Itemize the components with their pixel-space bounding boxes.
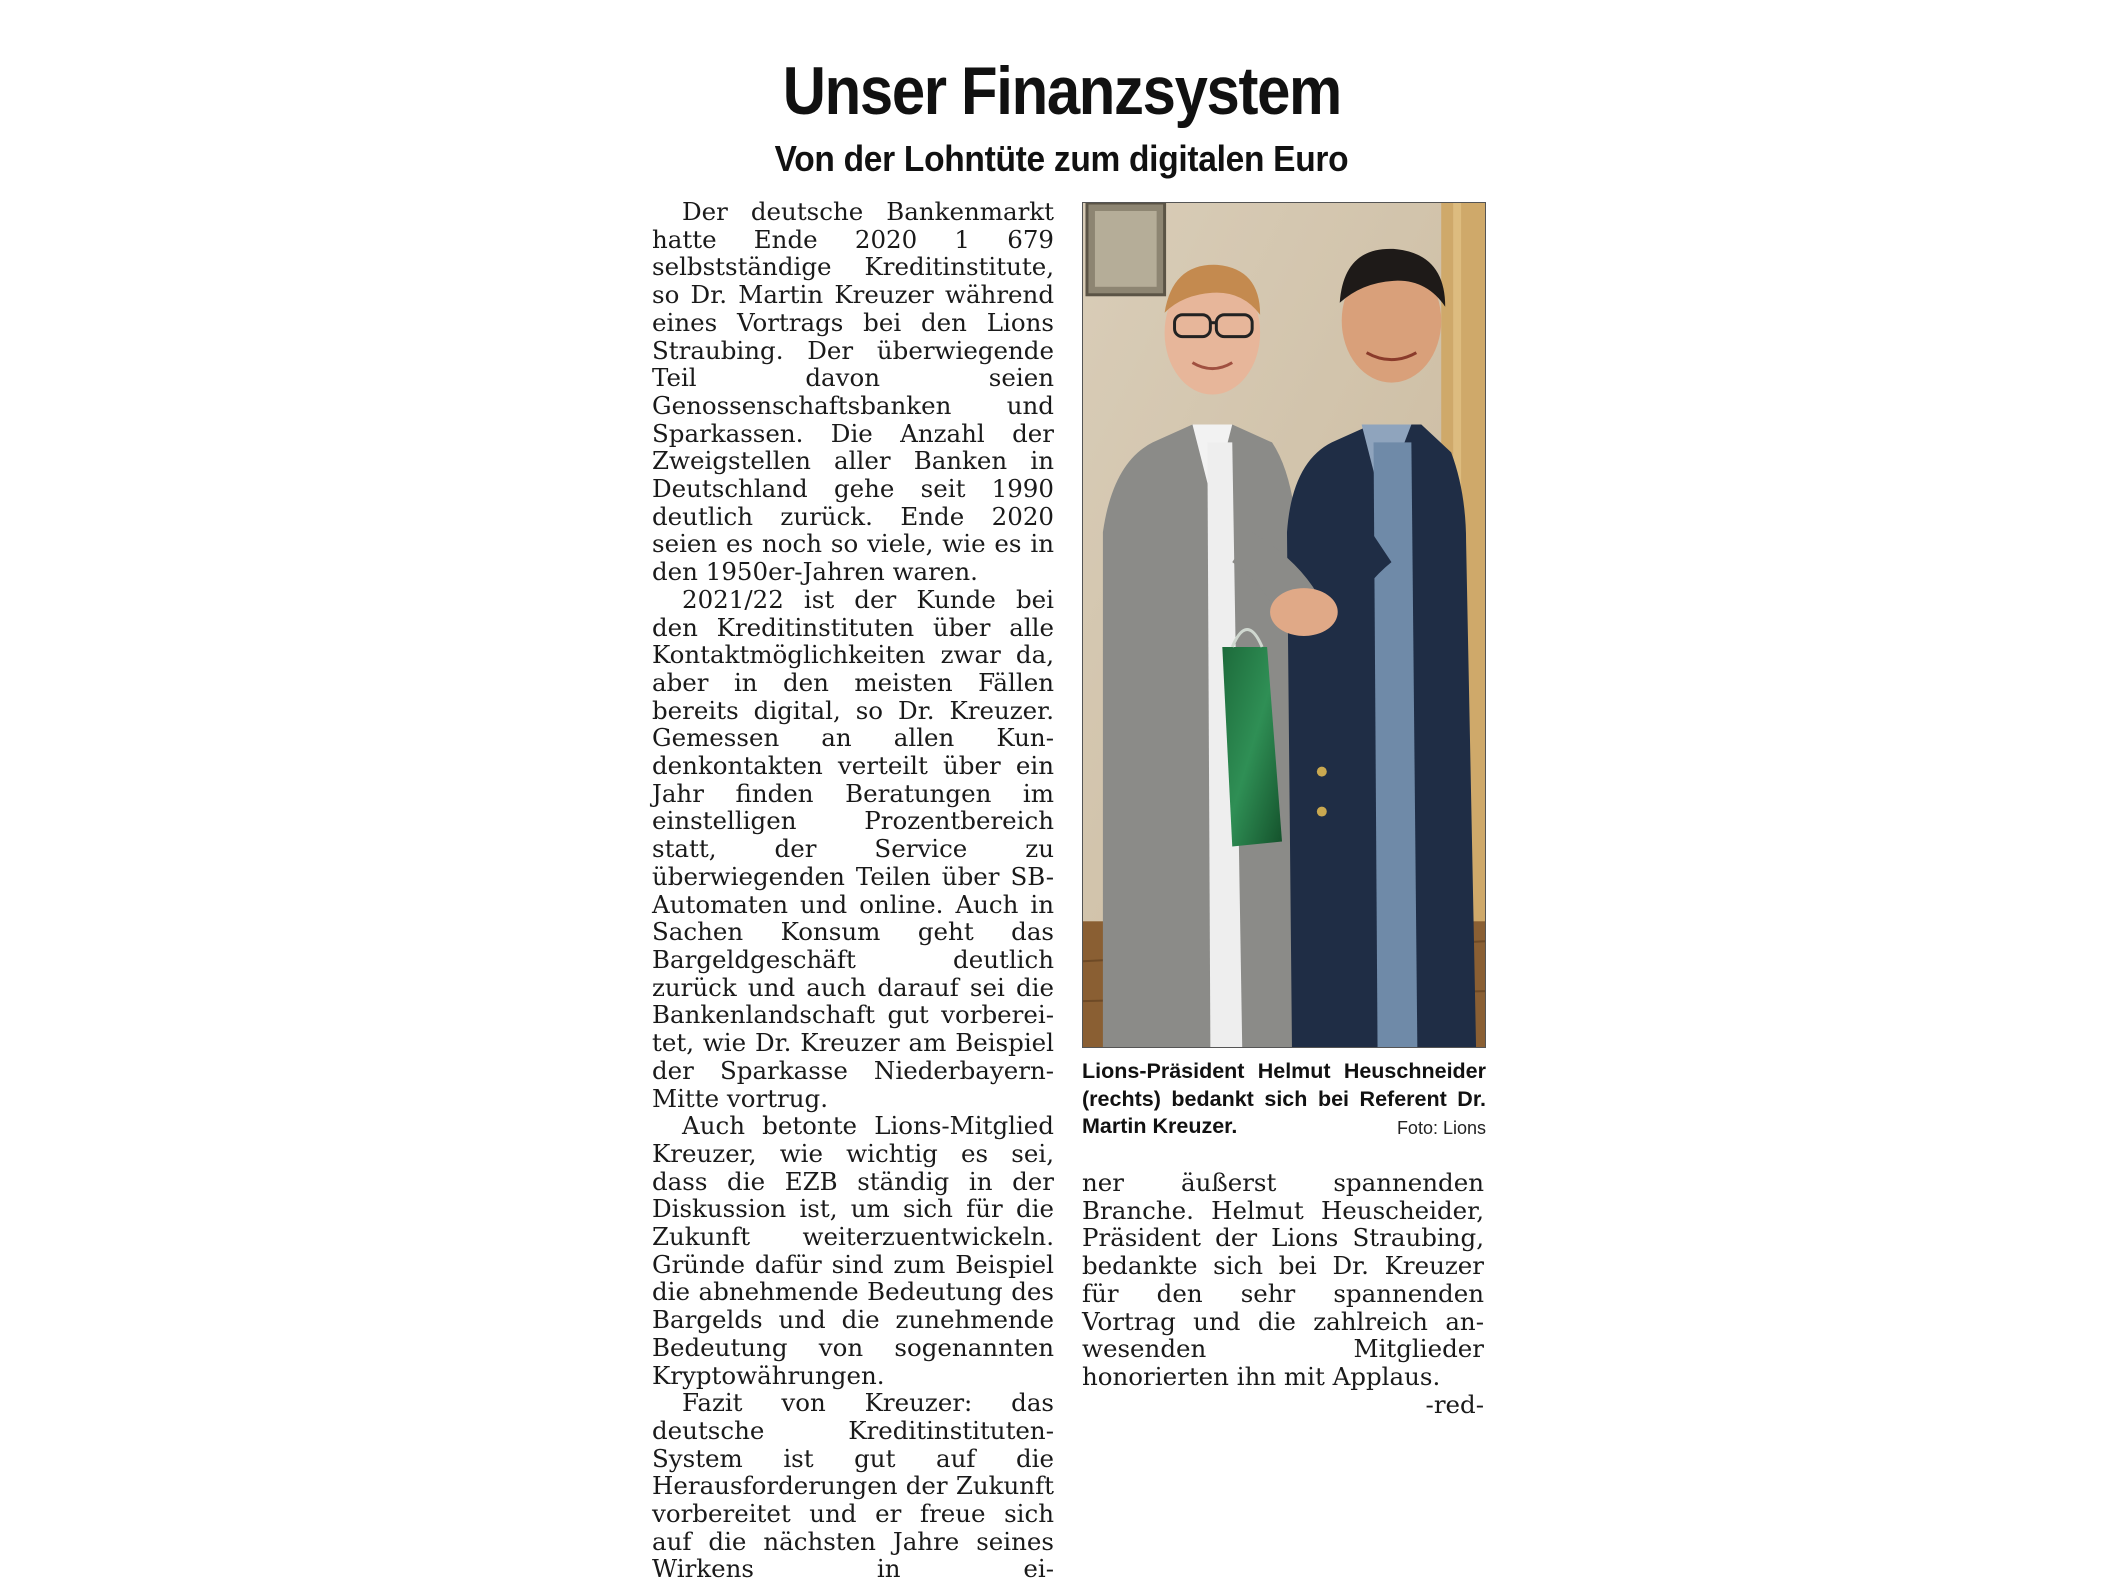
- body-paragraph-2: 2021/22 ist der Kunde bei den Kreditinstituten über alle Kontaktmöglichkeiten zwar da, aber in den meisten Fällen bereits digital, so Dr. Kreuzer. Gemessen an allen Kundenkontakten verteilt über ein Jahr finden Beratungen im einstelligen Prozentbereich statt, der Service zu überwiegenden Teilen über SB-Automaten und online. Auch in Sachen Konsum geht das Bargeldgeschäft deutlich zurück und auch darauf sei die Bankenlandschaft gut vorbereitet, wie Dr. Kreuzer am Beispiel der Sparkasse Niederbayern-Mitte vortrug.: [652, 584, 1054, 1113]
- article-column-left: [652, 198, 1054, 1583]
- photo-credit: Foto: Lions: [1396, 1118, 1486, 1139]
- body-paragraph-4-continued: [1082, 1168, 1484, 1419]
- article-column-right: [1082, 1169, 1484, 1418]
- headline: Unser Finanzsystem: [782, 53, 1341, 129]
- article-photo: [1082, 202, 1486, 1048]
- photo-two-men-handshake: [1083, 203, 1485, 1047]
- body-paragraph-3: Auch betonte Lions-Mitglied Kreuzer, wie wichtig es sei, dass die EZB ständig in der Diskussion ist, um sich für die Zukunft weiterzuentwickeln. Gründe dafür sind zum Beispiel die abnehmende Bedeutung des Bargelds und die zunehmende Bedeutung von sogenannten Kryptowährungen.: [652, 1111, 1054, 1390]
- author-signature: -red-: [1425, 1389, 1484, 1419]
- continued-text: ner äußerst spannenden Branche. Helmut Heuscheider, Präsident der Lions Straubing, bedankte sich bei Dr. Kreuzer für den sehr spannenden Vortrag und die zahlreich anwesenden Mitglieder honorierten ihn mit Applaus.: [1082, 1168, 1484, 1391]
- subheadline: Von der Lohntüte zum digitalen Euro: [774, 138, 1349, 179]
- body-paragraph-1: Der deutsche Bankenmarkt hatte Ende 2020 1 679 selbstständige Kreditinstitute, so Dr. Martin Kreuzer während eines Vortrags bei den Lions Straubing. Der überwiegende Teil davon seien Genossenschaftsbanken und Sparkassen. Die Anzahl der Zweigstellen aller Banken in Deutschland gehe seit 1990 deutlich zurück. Ende 2020 seien es noch so viele, wie es in den 1950er-Jahren waren.: [652, 197, 1054, 587]
- body-paragraph-4-start: Fazit von Kreuzer: das deutsche Kreditinstituten-System ist gut auf die Herausforderungen der Zukunft vorbereitet und er freue sich auf die nächsten Jahre seines Wirkens in ei-: [652, 1388, 1054, 1583]
- photo-caption: [1082, 1058, 1486, 1143]
- caption-text: Lions-Präsident Helmut Heuschneider (rechts) bedankt sich bei Referent Dr. Martin Kreuzer.: [1082, 1059, 1486, 1139]
